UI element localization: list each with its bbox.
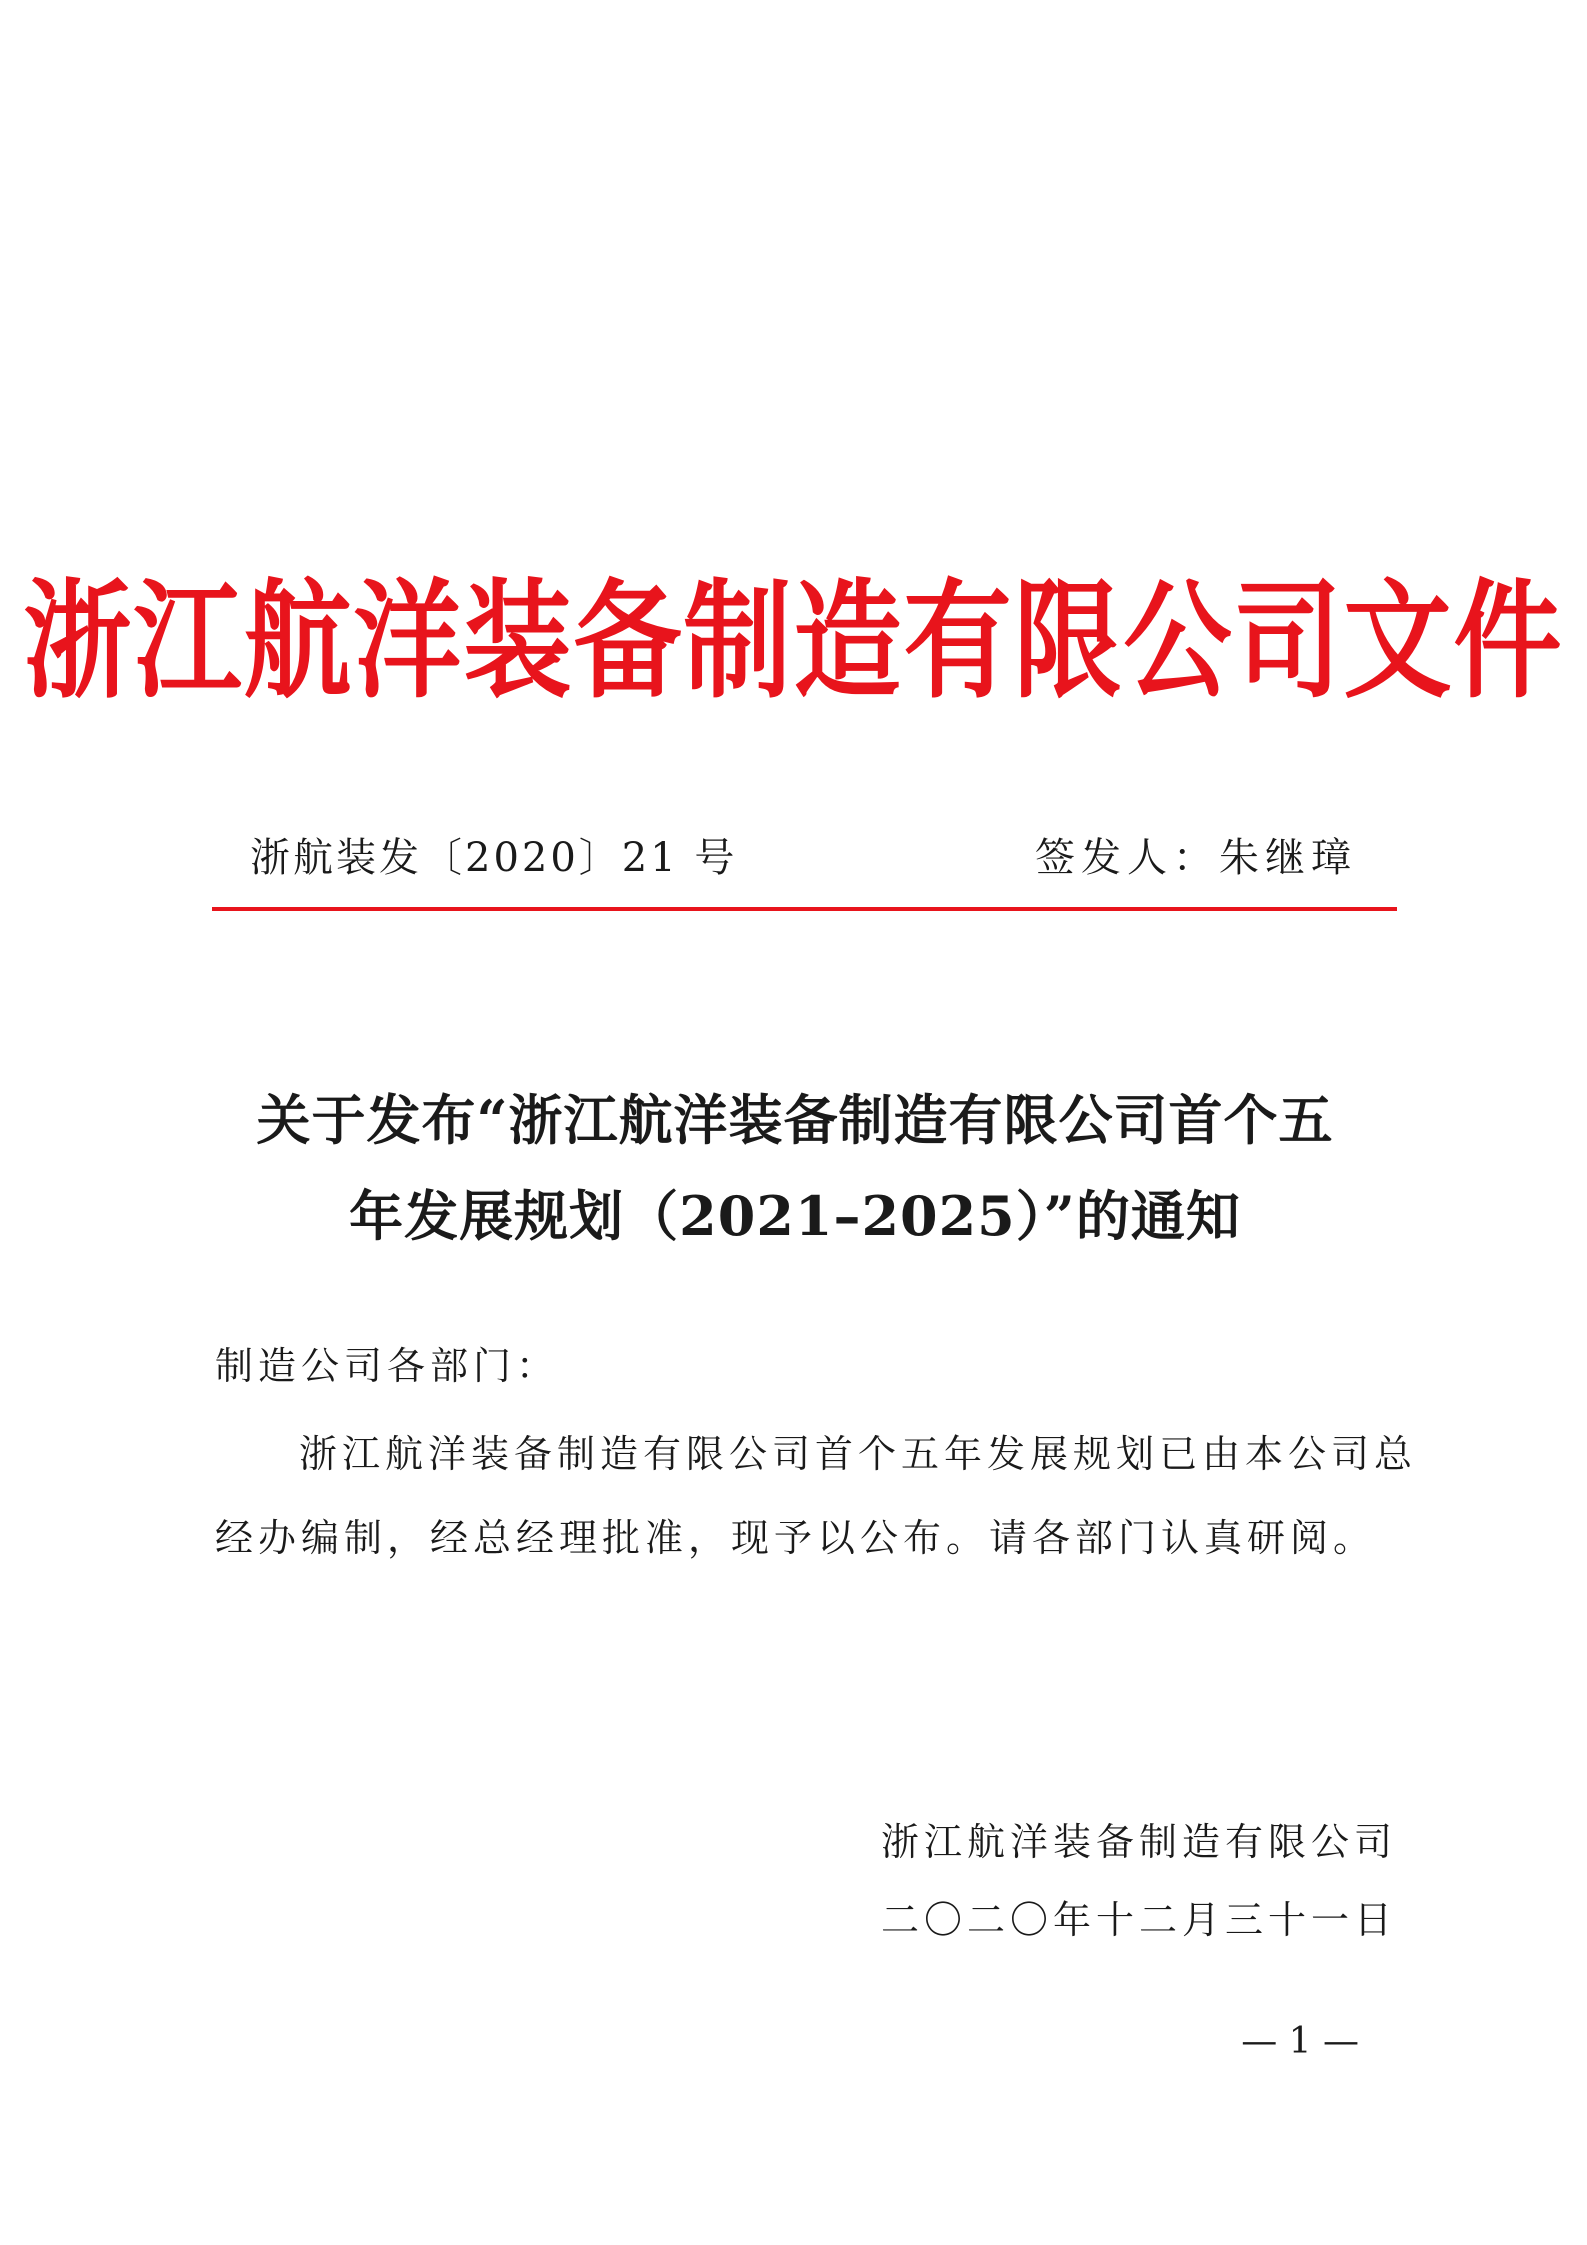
body-line-2: 经办编制，经总经理批准，现予以公布。请各部门认真研阅。 [215, 1516, 1377, 1560]
signing-organization: 浙江航洋装备制造有限公司 [880, 1820, 1397, 1864]
masthead-title: 浙江航洋装备制造有限公司文件 [23, 568, 1564, 716]
page-number: — 1 — [1241, 2021, 1359, 2062]
notice-title-line-1: 关于发布“浙江航洋装备制造有限公司首个五 [256, 1088, 1334, 1152]
body-line-1: 浙江航洋装备制造有限公司首个五年发展规划已由本公司总 [299, 1432, 1418, 1476]
issuer-signature-line: 签发人：朱继璋 [1035, 835, 1357, 881]
signing-date: 二〇二〇年十二月三十一日 [880, 1898, 1397, 1942]
body-paragraph [215, 1412, 1418, 1580]
red-divider-rule [212, 907, 1397, 911]
notice-title [200, 1072, 1390, 1264]
notice-title-line-2: 年发展规划（2021–2025）”的通知 [349, 1184, 1241, 1248]
salutation: 制造公司各部门： [215, 1344, 560, 1388]
document-number: 浙航装发〔2020〕21 号 [250, 835, 738, 881]
